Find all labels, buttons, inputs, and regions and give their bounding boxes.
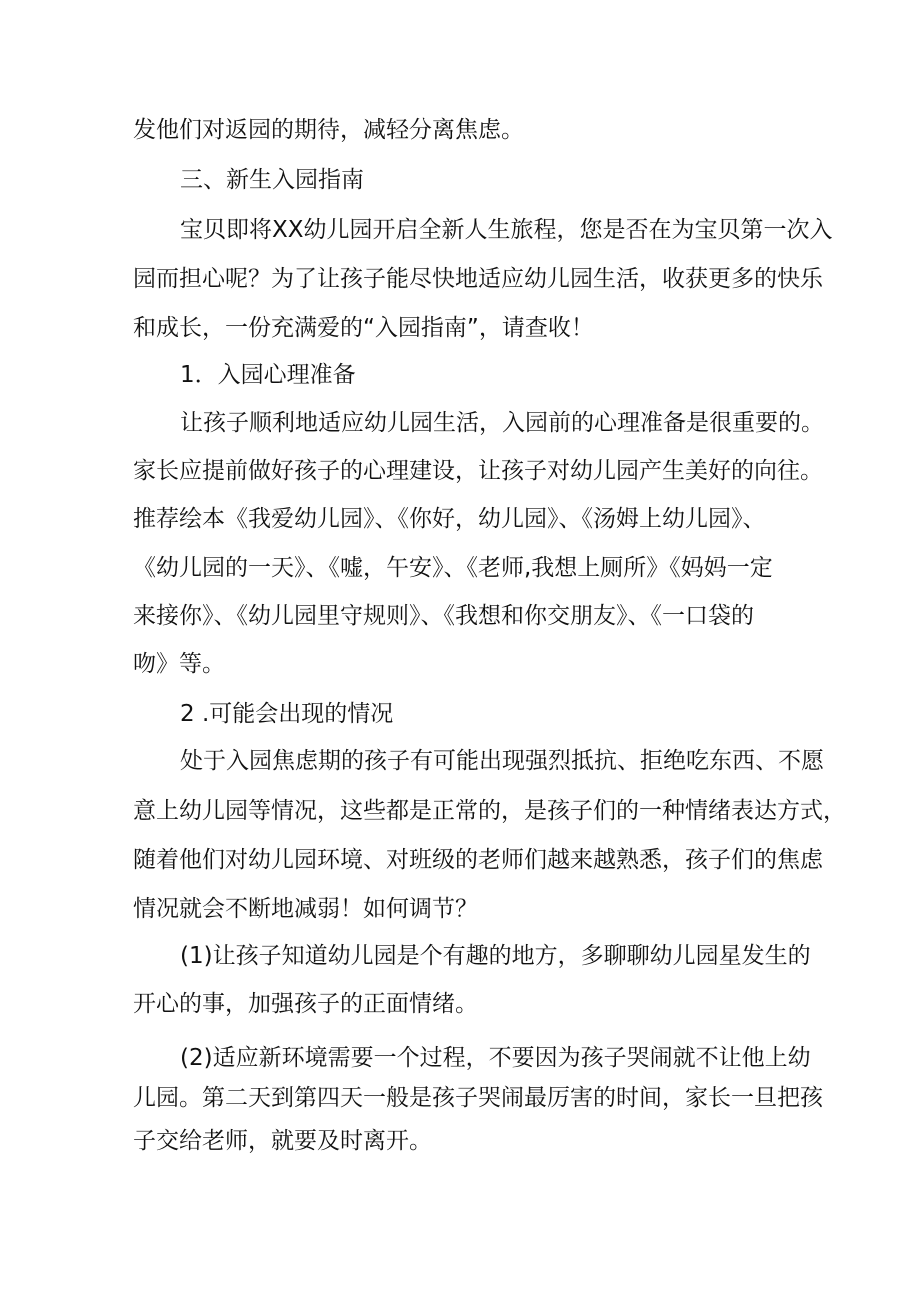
paragraph-line: 园而担心呢？为了让孩子能尽快地适应幼儿园生活，收获更多的快乐 (133, 266, 823, 292)
paragraph-line: 发他们对返园的期待，减轻分离焦虑。 (133, 117, 524, 143)
paragraph-line: 随着他们对幼儿园环境、对班级的老师们越来越熟悉，孩子们的焦虑 (133, 847, 823, 873)
paragraph-line: 儿园。第二天到第四天一般是孩子哭闹最厉害的时间，家长一旦把孩 (133, 1085, 823, 1111)
subsection-heading: 2 .可能会出现的情况 (180, 701, 394, 727)
paragraph-line: 开心的事，加强孩子的正面情绪。 (133, 991, 478, 1017)
paragraph-line: 意上幼儿园等情况，这些都是正常的，是孩子们的一种情绪表达方式， (133, 798, 846, 824)
paragraph-line: 处于入园焦虑期的孩子有可能出现强烈抵抗、拒绝吃东西、不愿 (180, 748, 824, 774)
paragraph-line: 推荐绘本《我爱幼儿园》、《你好，幼儿园》、《汤姆上幼儿园》、 (133, 506, 766, 532)
paragraph-line: 宝贝即将XX幼儿园开启全新人生旅程，您是否在为宝贝第一次入 (180, 217, 833, 243)
paragraph-line: 子交给老师，就要及时离开。 (133, 1128, 432, 1154)
paragraph-line: 让孩子顺利地适应幼儿园生活，入园前的心理准备是很重要的。 (180, 410, 824, 436)
paragraph-line: (2)适应新环境需要一个过程，不要因为孩子哭闹就不让他上幼 (180, 1045, 811, 1071)
paragraph-line: 《幼儿园的一天》、《嘘，午安》、《老师,我想上厕所》《妈妈一定 (133, 555, 773, 581)
paragraph-line: 和成长，一份充满爱的“入园指南”，请查收！ (133, 315, 594, 341)
paragraph-line: 吻》等。 (133, 651, 225, 677)
section-heading: 三、新生入园指南 (180, 167, 364, 193)
paragraph-line: 情况就会不断地减弱！如何调节？ (133, 896, 478, 922)
subsection-heading: 1．入园心理准备 (180, 362, 356, 388)
paragraph-line: 家长应提前做好孩子的心理建设，让孩子对幼儿园产生美好的向往。 (133, 458, 823, 484)
paragraph-line: 来接你》、《幼儿园里守规则》、《我想和你交朋友》、《一口袋的 (133, 603, 754, 629)
paragraph-line: (1)让孩子知道幼儿园是个有趣的地方，多聊聊幼儿园星发生的 (180, 943, 811, 969)
